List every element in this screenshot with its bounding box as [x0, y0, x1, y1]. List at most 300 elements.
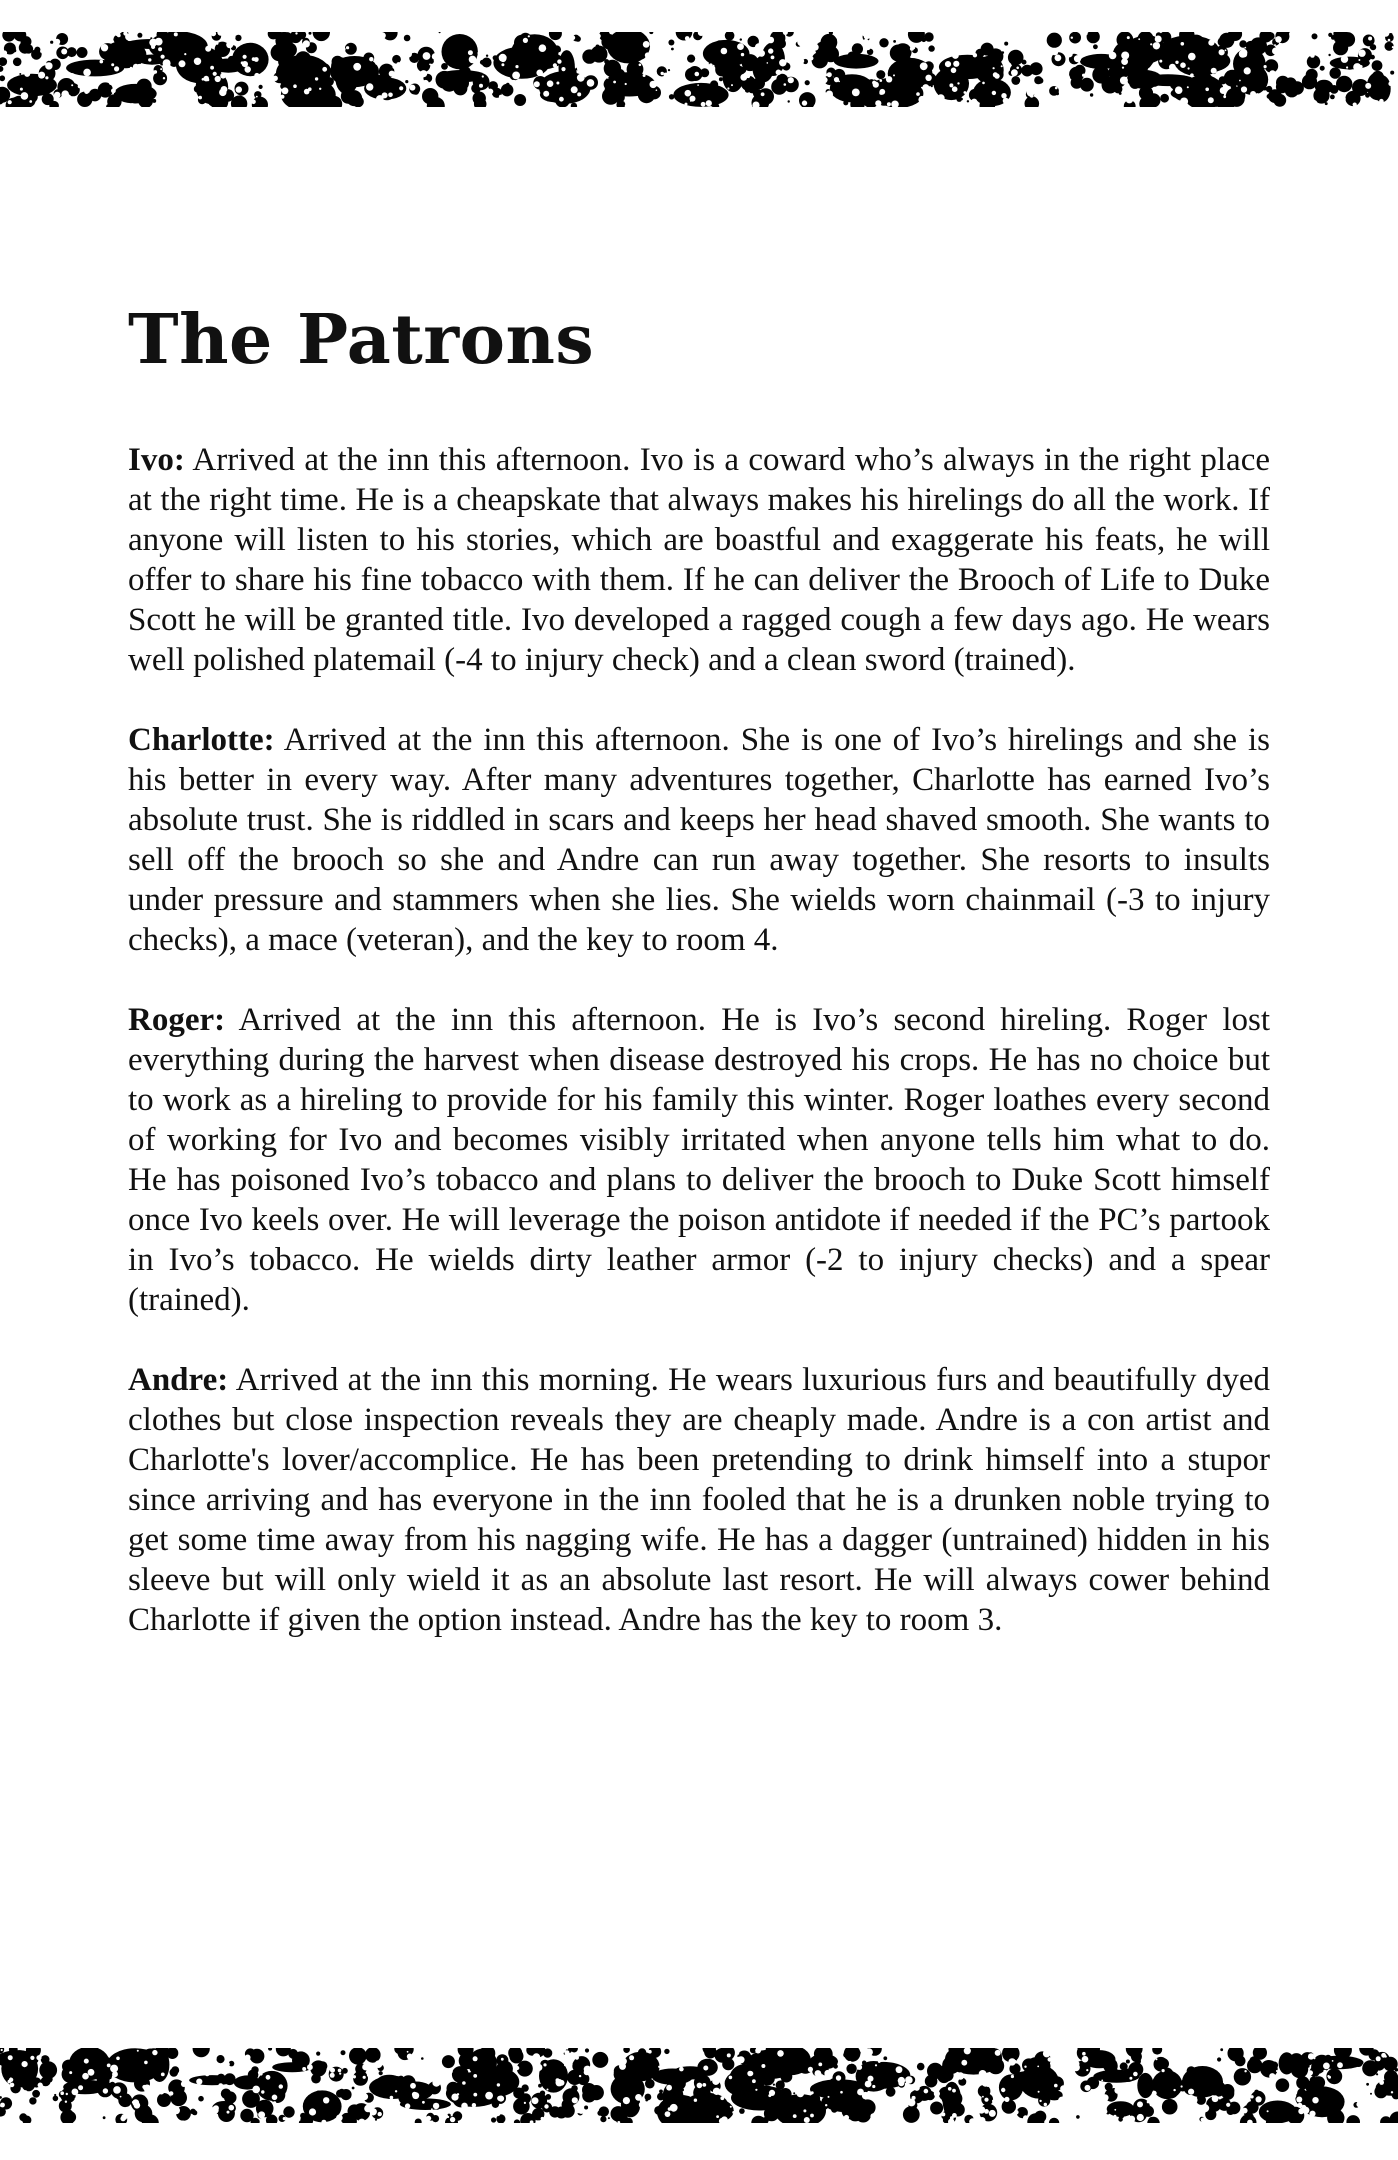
paper-speck: [685, 103, 688, 106]
ink-blob: [1011, 76, 1020, 85]
ink-blob: [311, 2074, 321, 2084]
paper-speck: [1208, 97, 1214, 103]
paper-speck: [121, 2114, 127, 2120]
ink-blob: [404, 35, 411, 42]
paper-speck: [524, 2102, 526, 2104]
paper-speck: [1264, 65, 1267, 68]
paper-speck: [767, 62, 769, 64]
ink-blob: [645, 2094, 652, 2101]
page-title: The Patrons: [128, 300, 595, 380]
paper-speck: [1211, 68, 1217, 74]
paper-speck: [623, 2097, 630, 2104]
paper-speck: [152, 2050, 157, 2055]
ink-blob: [1336, 76, 1352, 92]
paper-speck: [857, 2065, 862, 2070]
ink-blob: [1160, 94, 1169, 103]
paper-speck: [1055, 87, 1058, 90]
paper-speck: [192, 2087, 196, 2091]
paper-speck: [390, 47, 392, 49]
paper-speck: [1296, 40, 1302, 46]
paper-speck: [163, 59, 171, 67]
paper-speck: [116, 2057, 120, 2061]
paper-speck: [219, 89, 226, 96]
paper-speck: [1150, 43, 1152, 45]
paper-speck: [918, 96, 925, 103]
paper-speck: [499, 95, 503, 99]
ink-blob: [1389, 33, 1393, 37]
paper-speck: [227, 2111, 230, 2114]
paper-speck: [348, 2078, 354, 2084]
paper-speck: [878, 2060, 881, 2063]
ink-blob: [19, 73, 21, 75]
paper-speck: [38, 72, 45, 79]
paper-speck: [403, 2074, 405, 2076]
paper-speck: [1290, 2093, 1296, 2099]
paper-speck: [982, 2096, 984, 2098]
paper-speck: [22, 2061, 28, 2067]
paper-speck: [886, 76, 892, 82]
paper-speck: [245, 66, 251, 72]
paper-speck: [808, 2067, 813, 2072]
paper-speck: [137, 2050, 139, 2052]
paper-speck: [399, 86, 403, 90]
paper-speck: [539, 44, 547, 52]
patron-name: Charlotte:: [128, 722, 275, 758]
paper-speck: [1082, 74, 1085, 77]
ink-blob: [668, 40, 674, 46]
paper-speck: [213, 72, 217, 76]
paper-speck: [1212, 2095, 1219, 2102]
paper-speck: [215, 76, 221, 82]
paper-speck: [721, 48, 728, 55]
patron-entry-charlotte: [128, 720, 1270, 960]
paper-speck: [1003, 98, 1009, 104]
paper-speck: [579, 2075, 581, 2077]
paper-speck: [821, 77, 827, 83]
ink-blob: [1333, 40, 1348, 55]
paper-speck: [784, 83, 787, 86]
paper-speck: [949, 83, 953, 87]
paper-speck: [1372, 2082, 1374, 2084]
paper-speck: [8, 2055, 13, 2060]
paper-speck: [1173, 2089, 1175, 2091]
paper-speck: [737, 43, 744, 50]
paper-speck: [256, 96, 258, 98]
paper-speck: [544, 2104, 548, 2108]
paper-speck: [840, 2091, 843, 2094]
ink-blob: [967, 100, 969, 102]
paper-speck: [1133, 2072, 1138, 2077]
paper-speck: [280, 95, 284, 99]
ink-mass: [559, 50, 575, 85]
paper-speck: [206, 2099, 212, 2105]
ink-blob: [858, 2051, 861, 2054]
ink-blob: [1118, 2117, 1123, 2122]
ink-blob: [1222, 2087, 1235, 2100]
paper-speck: [388, 93, 393, 98]
paper-speck: [1137, 2114, 1144, 2121]
paper-speck: [852, 89, 860, 97]
paper-speck: [1241, 86, 1247, 92]
paper-speck: [1356, 2101, 1362, 2107]
paper-speck: [353, 2075, 356, 2078]
paper-speck: [494, 2109, 501, 2116]
paper-speck: [160, 68, 162, 70]
paper-speck: [336, 2115, 343, 2122]
paper-speck: [1086, 2069, 1088, 2071]
paper-speck: [819, 92, 827, 100]
paper-speck: [639, 2102, 645, 2108]
ink-blob: [1372, 60, 1383, 71]
paper-speck: [569, 2062, 573, 2066]
ink-blob: [170, 2068, 179, 2077]
ink-blob: [1113, 88, 1116, 91]
paper-speck: [635, 2094, 642, 2101]
paper-speck: [910, 47, 914, 51]
paper-speck: [35, 34, 41, 40]
paper-speck: [404, 48, 407, 51]
paper-speck: [578, 2053, 581, 2056]
ink-blob: [584, 2106, 588, 2110]
paper-speck: [1120, 77, 1128, 85]
paper-speck: [69, 2071, 72, 2074]
paper-speck: [114, 66, 119, 71]
paper-speck: [556, 2078, 560, 2082]
paper-speck: [920, 62, 928, 70]
paper-speck: [1215, 2117, 1220, 2122]
paper-speck: [1138, 38, 1140, 40]
paper-speck: [438, 35, 444, 41]
paper-speck: [1180, 62, 1186, 68]
paper-speck: [410, 2083, 416, 2089]
paper-speck: [1114, 2087, 1120, 2093]
ink-blob: [1362, 2060, 1378, 2076]
paper-speck: [528, 35, 530, 37]
paper-speck: [720, 2096, 724, 2100]
ink-blob: [830, 79, 832, 81]
paper-speck: [202, 78, 205, 81]
paper-speck: [338, 2069, 342, 2073]
paper-speck: [303, 40, 310, 47]
paper-speck: [302, 2067, 306, 2071]
paper-speck: [1128, 2116, 1135, 2123]
paper-speck: [232, 36, 236, 40]
ink-mass: [115, 2054, 156, 2069]
paper-speck: [38, 2083, 43, 2088]
paper-speck: [426, 2116, 431, 2121]
paper-speck: [1392, 46, 1394, 48]
paper-speck: [252, 2086, 260, 2094]
paper-speck: [661, 72, 664, 75]
paper-speck: [1180, 98, 1188, 106]
paper-speck: [1086, 33, 1088, 35]
paper-speck: [198, 96, 202, 100]
paper-speck: [1379, 99, 1384, 104]
paper-speck: [797, 2090, 805, 2098]
ink-blob: [480, 60, 485, 65]
paper-speck: [187, 2061, 194, 2068]
ink-blob: [283, 2106, 294, 2117]
paper-speck: [676, 44, 681, 49]
paper-speck: [1365, 83, 1371, 89]
paper-speck: [1346, 66, 1348, 68]
paper-speck: [1044, 2103, 1047, 2106]
paper-speck: [36, 2055, 41, 2060]
paper-speck: [1341, 96, 1346, 101]
paper-speck: [296, 2096, 303, 2103]
patron-description: Arrived at the inn this afternoon. She is one of Ivo’s hirelings and she is his better in every way. After many adventures together, Charlotte has earned Ivo’s absolute trust. She is riddled in scars and keeps her head shaved smooth. She wants to sell off the brooch so she and Andre can run away together. She resorts to insults under pressure and stammers when she lies. She wields worn chainmail (-3 to injury checks), a mace (veteran), and the key to room 4.: [128, 722, 1270, 958]
paper-speck: [161, 55, 165, 59]
paper-speck: [469, 56, 477, 64]
ink-blob: [13, 58, 22, 67]
ink-mass: [212, 59, 246, 73]
paper-speck: [1001, 2088, 1005, 2092]
paper-speck: [838, 2061, 844, 2067]
paper-speck: [40, 50, 43, 53]
ink-mass: [1259, 2101, 1297, 2124]
paper-speck: [921, 87, 923, 89]
paper-speck: [1152, 2091, 1157, 2096]
ink-blob: [981, 43, 994, 56]
paper-speck: [338, 94, 341, 97]
paper-speck: [685, 36, 690, 41]
patron-name: Roger:: [128, 1002, 226, 1038]
paper-speck: [636, 100, 640, 104]
ink-mass: [114, 84, 157, 104]
paper-speck: [701, 102, 706, 107]
paper-speck: [673, 34, 676, 37]
paper-speck: [366, 83, 373, 90]
paper-speck: [565, 2050, 570, 2055]
paper-speck: [1039, 2100, 1041, 2102]
paper-speck: [65, 2101, 67, 2103]
paper-speck: [308, 87, 312, 91]
paper-speck: [1137, 2101, 1143, 2107]
paper-speck: [569, 44, 572, 47]
paper-speck: [879, 89, 885, 95]
paper-speck: [154, 70, 158, 74]
paper-speck: [1244, 2070, 1246, 2072]
ink-mass: [272, 2062, 312, 2072]
ink-mass: [1173, 41, 1225, 76]
paper-speck: [307, 2064, 313, 2070]
paper-speck: [237, 2054, 245, 2062]
ink-mass: [189, 2075, 235, 2085]
ink-blob: [501, 84, 514, 97]
paper-speck: [887, 2117, 891, 2121]
ink-blob: [1370, 2093, 1372, 2095]
paper-speck: [1190, 73, 1194, 77]
paper-speck: [1054, 2084, 1058, 2088]
paper-speck: [907, 2081, 910, 2084]
paper-speck: [423, 52, 431, 60]
ink-blob: [876, 70, 885, 79]
paper-speck: [422, 80, 429, 87]
paper-speck: [810, 2114, 814, 2118]
paper-speck: [803, 2109, 806, 2112]
paper-speck: [1063, 74, 1070, 81]
paper-speck: [532, 2097, 539, 2104]
paper-speck: [555, 2053, 561, 2059]
paper-speck: [1201, 2118, 1205, 2122]
ink-blob: [1328, 33, 1332, 37]
paper-speck: [730, 2106, 732, 2108]
ink-blob: [645, 2099, 648, 2102]
ink-blob: [1302, 74, 1317, 89]
paper-speck: [740, 74, 747, 81]
paper-speck: [82, 2073, 89, 2080]
paper-speck: [409, 85, 415, 91]
paper-speck: [129, 2083, 131, 2085]
paper-speck: [1219, 49, 1225, 55]
ink-blob: [927, 2063, 943, 2079]
ink-blob: [751, 83, 755, 87]
paper-speck: [1274, 44, 1276, 46]
paper-speck: [115, 74, 118, 77]
paper-speck: [1082, 2056, 1089, 2063]
paper-speck: [834, 77, 839, 82]
paper-speck: [849, 35, 856, 42]
paper-speck: [293, 84, 297, 88]
paper-speck: [571, 86, 578, 93]
paper-speck: [557, 59, 561, 63]
paper-speck: [970, 2082, 972, 2084]
ink-blob: [600, 2116, 606, 2122]
paper-speck: [695, 72, 700, 77]
paper-speck: [440, 2077, 446, 2083]
paper-speck: [729, 2076, 733, 2080]
ink-mass: [1093, 2070, 1139, 2083]
paper-speck: [571, 2057, 574, 2060]
paper-speck: [271, 69, 276, 74]
ink-mass: [369, 2076, 416, 2099]
ink-blob: [788, 100, 790, 102]
paper-speck: [20, 88, 23, 91]
paper-speck: [587, 79, 595, 87]
paper-speck: [575, 2056, 579, 2060]
ink-blob: [1220, 2048, 1223, 2051]
paper-speck: [23, 2090, 28, 2095]
paper-speck: [172, 2107, 180, 2115]
ink-blob: [834, 38, 837, 41]
paper-speck: [1037, 2066, 1039, 2068]
paper-speck: [561, 67, 565, 71]
paper-speck: [405, 50, 412, 57]
paper-speck: [844, 2115, 849, 2120]
paper-speck: [1074, 55, 1081, 62]
ink-blob: [571, 2085, 578, 2092]
ink-blob: [29, 2097, 36, 2104]
paper-speck: [607, 77, 609, 79]
paper-speck: [1043, 2050, 1051, 2058]
paper-speck: [1328, 2076, 1331, 2079]
paper-speck: [1215, 2062, 1219, 2066]
ink-mass: [1107, 2101, 1135, 2117]
paper-speck: [1071, 37, 1073, 39]
paper-speck: [409, 2061, 416, 2068]
paper-speck: [536, 70, 543, 77]
paper-speck: [1089, 2101, 1096, 2108]
paper-speck: [584, 2066, 591, 2073]
paper-speck: [619, 2063, 626, 2070]
paper-speck: [225, 2062, 230, 2067]
paper-speck: [209, 2055, 216, 2062]
ink-blob: [1390, 71, 1394, 75]
paper-speck: [875, 100, 881, 106]
paper-speck: [645, 52, 651, 58]
ink-blob: [352, 2087, 355, 2090]
paper-speck: [432, 53, 439, 60]
ink-mass: [539, 2059, 568, 2092]
paper-speck: [993, 67, 995, 69]
paper-speck: [362, 2064, 369, 2071]
paper-speck: [1353, 103, 1357, 107]
paper-speck: [1180, 2065, 1183, 2068]
paper-speck: [385, 54, 390, 59]
ink-blob: [259, 85, 263, 89]
paper-speck: [868, 2076, 874, 2082]
paper-speck: [375, 99, 383, 107]
paper-speck: [1038, 2091, 1040, 2093]
paper-speck: [1004, 2097, 1009, 2102]
paper-speck: [469, 2112, 472, 2115]
paper-speck: [727, 87, 729, 89]
paper-speck: [609, 2071, 614, 2076]
ink-mass: [1233, 48, 1266, 80]
ink-blob: [190, 2109, 196, 2115]
patron-description: Arrived at the inn this morning. He wears luxurious furs and beautifully dyed clothes but close inspection reveals they are cheaply made. Andre is a con artist and Charlotte's lover/accomplice. He has been pretending to drink himself into a stupor since arriving and has everyone in the inn fooled that he is a drunken noble trying to get some time away from his nagging wife. He has a dagger (untrained) hidden in his sleeve but will only wield it as an absolute last resort. He will always cower behind Charlotte if given the option instead. Andre has the key to room 3.: [128, 1362, 1270, 1638]
ink-blob: [740, 38, 742, 40]
paper-speck: [161, 2073, 165, 2077]
ink-mass: [303, 2090, 342, 2122]
paper-speck: [1239, 50, 1247, 58]
paper-speck: [472, 2103, 476, 2107]
paper-speck: [768, 48, 773, 53]
paper-speck: [395, 2090, 397, 2092]
paper-speck: [376, 51, 380, 55]
ink-blob: [422, 88, 438, 104]
ink-blob: [1090, 93, 1093, 96]
paper-speck: [912, 2096, 916, 2100]
paper-speck: [992, 2100, 995, 2103]
paper-speck: [10, 2083, 15, 2088]
paper-speck: [107, 2064, 111, 2068]
paper-speck: [203, 76, 209, 82]
paper-speck: [578, 2108, 584, 2114]
paper-speck: [543, 91, 549, 97]
paper-speck: [800, 76, 802, 78]
paper-speck: [872, 2085, 875, 2088]
ink-blob: [1126, 2060, 1130, 2064]
paper-speck: [174, 32, 178, 36]
paper-speck: [1023, 41, 1031, 49]
paper-speck: [226, 41, 233, 48]
paper-speck: [739, 99, 745, 105]
ink-blob: [318, 2061, 328, 2071]
paper-speck: [432, 2079, 440, 2087]
paper-speck: [643, 74, 646, 77]
paper-speck: [132, 2099, 139, 2106]
paper-speck: [142, 2085, 146, 2089]
paper-speck: [872, 75, 876, 79]
paper-speck: [1085, 43, 1093, 51]
paper-speck: [323, 2097, 329, 2103]
paper-speck: [1241, 2112, 1244, 2115]
paper-speck: [1267, 2110, 1269, 2112]
paper-speck: [1357, 2082, 1361, 2086]
paper-speck: [779, 71, 782, 74]
paper-speck: [703, 2066, 708, 2071]
